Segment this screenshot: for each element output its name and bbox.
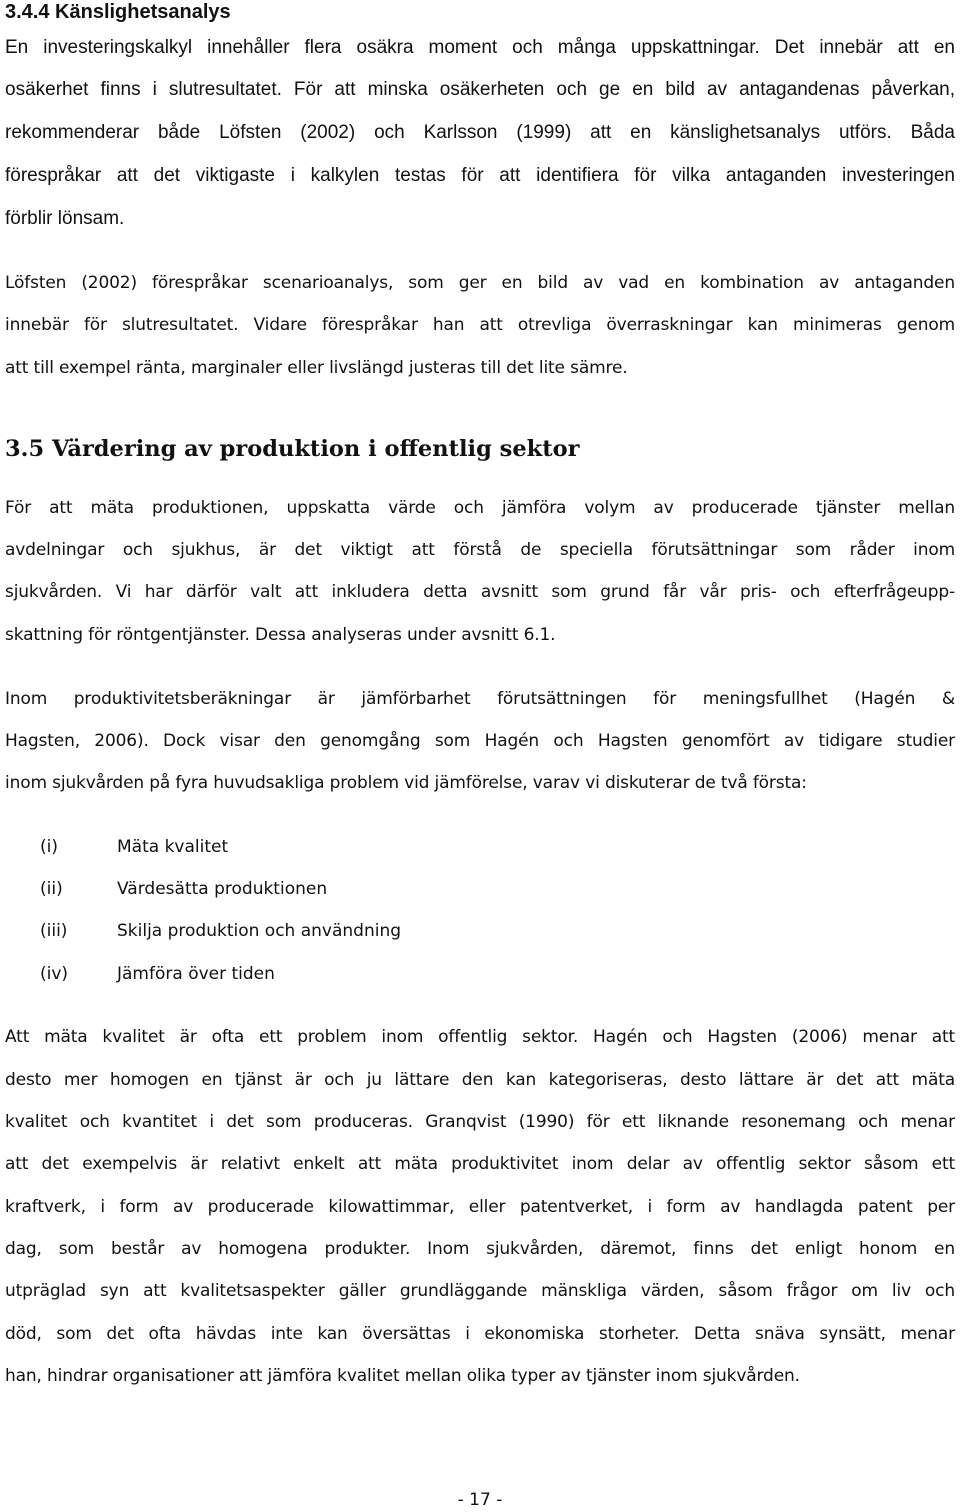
paragraph-line: Inom produktivitetsberäkningar är jämförbarhet förutsättningen för meningsfullhet (Hagén & xyxy=(5,689,955,709)
paragraph-line: kvalitet och kvantitet i det som produceras. Granqvist (1990) för ett liknande resonemang och menar xyxy=(5,1112,955,1132)
paragraph-line: avdelningar och sjukhus, är det viktigt att förstå de speciella förutsättningar som råder inom xyxy=(5,540,955,560)
paragraph-line: Att mäta kvalitet är ofta ett problem inom offentlig sektor. Hagén och Hagsten (2006) menar att xyxy=(5,1027,955,1047)
list-item-number: (ii) xyxy=(40,879,63,899)
list-item-number: (i) xyxy=(40,837,58,857)
paragraph-line: död, som det ofta hävdas inte kan översättas i ekonomiska storheter. Detta snäva synsätt, menar xyxy=(5,1324,955,1344)
paragraph-line: inom sjukvården på fyra huvudsakliga problem vid jämförelse, varav vi diskuterar de två första: xyxy=(5,773,807,793)
paragraph-line: att till exempel ränta, marginaler eller livslängd justeras till det lite sämre. xyxy=(5,358,628,378)
paragraph-line: kraftverk, i form av producerade kilowattimmar, eller patentverket, i form av handlagda patent per xyxy=(5,1197,955,1217)
paragraph-line: han, hindrar organisationer att jämföra kvalitet mellan olika typer av tjänster inom sjukvården. xyxy=(5,1366,800,1386)
list-item-text: Jämföra över tiden xyxy=(117,964,275,984)
paragraph-line: dag, som består av homogena produkter. Inom sjukvården, däremot, finns det enligt honom en xyxy=(5,1239,955,1259)
paragraph-line: Hagsten, 2006). Dock visar den genomgång som Hagén och Hagsten genomfört av tidigare studier xyxy=(5,731,955,751)
paragraph-line: utpräglad syn att kvalitetsaspekter gäller grundläggande mänskliga värden, såsom frågor om liv och xyxy=(5,1281,955,1301)
list-item-text: Värdesätta produktionen xyxy=(117,879,328,899)
paragraph-line: desto mer homogen en tjänst är och ju lättare den kan kategoriseras, desto lättare är det att mäta xyxy=(5,1070,955,1090)
paragraph-line: Löfsten (2002) förespråkar scenarioanalys, som ger en bild av vad en kombination av antaganden xyxy=(5,273,955,293)
paragraph-line: förblir lönsam. xyxy=(5,208,125,229)
page-number: - 17 - xyxy=(457,1490,503,1510)
paragraph-line: innebär för slutresultatet. Vidare förespråkar han att otrevliga överraskningar kan minimeras genom xyxy=(5,315,955,335)
paragraph-line: sjukvården. Vi har därför valt att inkludera detta avsnitt som grund får vår pris- och efterfrågeupp- xyxy=(5,582,955,602)
paragraph-line: förespråkar att det viktigaste i kalkylen testas för att identifiera för vilka antaganden investeringen xyxy=(5,165,955,186)
section-heading-3-5: 3.5 Värdering av produktion i offentlig sektor xyxy=(5,436,580,462)
paragraph-line: En investeringskalkyl innehåller flera osäkra moment och många uppskattningar. Det innebär att en xyxy=(5,37,955,58)
section-heading-3-4-4: 3.4.4 Känslighetsanalys xyxy=(5,1,231,23)
paragraph-line: osäkerhet finns i slutresultatet. För att minska osäkerheten och ge en bild av antagandenas påverkan, xyxy=(5,79,955,100)
paragraph-line: skattning för röntgentjänster. Dessa analyseras under avsnitt 6.1. xyxy=(5,625,556,645)
list-item-number: (iv) xyxy=(40,964,69,984)
list-item-text: Skilja produktion och användning xyxy=(117,921,402,941)
list-item-number: (iii) xyxy=(40,921,68,941)
paragraph-line: För att mäta produktionen, uppskatta värde och jämföra volym av producerade tjänster mellan xyxy=(5,498,955,518)
list-item-text: Mäta kvalitet xyxy=(117,837,229,857)
paragraph-line: att det exempelvis är relativt enkelt att mäta produktivitet inom delar av offentlig sektor såsom ett xyxy=(5,1154,955,1174)
paragraph-line: rekommenderar både Löfsten (2002) och Karlsson (1999) att en känslighetsanalys utförs. Båda xyxy=(5,122,955,143)
